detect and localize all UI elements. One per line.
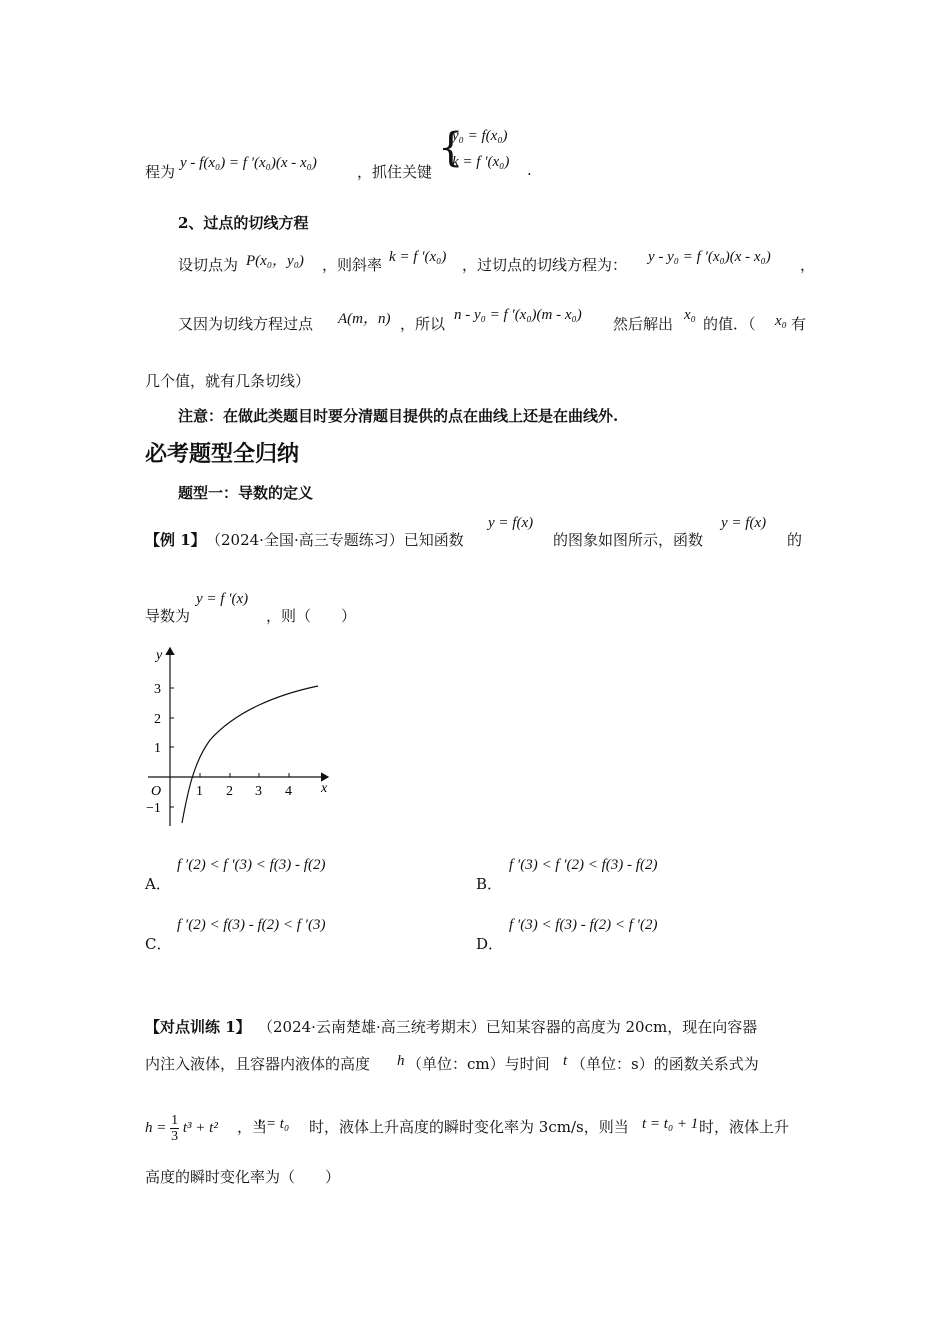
tangent-line-eq: y - y₀ = f ′(x₀)(x - x₀)	[648, 249, 771, 265]
system-brace: {	[438, 125, 464, 171]
example-line2-a: 导数为	[145, 607, 191, 625]
example-end: 的	[787, 531, 803, 549]
formula-lhs: h =	[145, 1119, 167, 1136]
formula-rest: t³ + t²	[182, 1119, 218, 1136]
para1-a: 设切点为	[178, 256, 239, 274]
para3: 几个值，就有几条切线）	[145, 372, 311, 390]
x-tick-label: 2	[226, 784, 233, 799]
frac-denominator: 3	[171, 1129, 179, 1144]
option-expr: f ′(2) < f ′(3) < f(3) - f(2)	[177, 857, 326, 873]
x-tick-label: 4	[285, 784, 292, 799]
training-line1: （2024·云南楚雄·高三统考期末）已知某容器的高度为 20cm，现在向容器	[258, 1018, 758, 1036]
x-tick-label: 1	[196, 784, 203, 799]
option-letter: B．	[476, 875, 503, 893]
para1-b: ，则斜率	[322, 256, 383, 274]
para1-c: ，过切点的切线方程为：	[462, 256, 628, 274]
condition-t0-plus-1: t = t₀ + 1	[642, 1116, 699, 1132]
condition-t0: t = t₀	[258, 1116, 290, 1132]
tangent-point: P(x₀，y₀)	[246, 253, 304, 269]
para2-b: ，所以	[400, 315, 446, 333]
x-tick-label: 3	[255, 784, 262, 799]
tangent-equation: y - f(x₀) = f ′(x₀)(x - x₀)	[180, 155, 317, 171]
training-line2-c: （单位：s）的函数关系式为	[571, 1055, 759, 1073]
function-f2: y = f(x)	[721, 515, 767, 531]
note: 注意：在做此类题目时要分清题目提供的点在曲线上还是在曲线外.	[178, 407, 619, 425]
example-source: （2024·全国·高三专题练习）已知函数	[206, 531, 464, 549]
y-tick-label: 1	[154, 741, 161, 756]
training-line3-c: 时，液体上升	[699, 1118, 790, 1136]
system-top: y₀ = f(x₀)	[452, 128, 508, 144]
training-label: 【对点训练 1】	[145, 1018, 251, 1036]
y-axis-label: y	[156, 648, 163, 663]
para2-e: 有	[791, 315, 807, 333]
y-tick-label: 2	[154, 712, 161, 727]
function-graph	[140, 640, 340, 830]
question-type-title: 题型一：导数的定义	[178, 484, 314, 502]
origin-label: O	[151, 784, 162, 799]
function-f1: y = f(x)	[488, 515, 534, 531]
var-x0: x₀	[684, 307, 696, 323]
y-tick-label: −1	[146, 801, 161, 816]
training-line3-b: 时，液体上升高度的瞬时变化率为 3cm/s，则当	[309, 1118, 629, 1136]
system-bottom: k = f ′(x₀)	[452, 154, 510, 170]
option-letter: C．	[145, 935, 172, 953]
para2-d: 的值．（	[703, 315, 756, 333]
para1-end: ，	[800, 256, 816, 274]
frac-numerator: 1	[171, 1113, 179, 1128]
training-line2-b: （单位：cm）与时间	[407, 1055, 550, 1073]
slope-expr: k = f ′(x₀)	[389, 249, 447, 265]
x-axis-label: x	[321, 781, 328, 796]
section-title: 2、过点的切线方程	[178, 214, 309, 232]
intro-end: .	[527, 161, 532, 179]
section-heading: 必考题型全归纳	[145, 442, 300, 467]
height-formula	[145, 1113, 218, 1144]
substituted-eq: n - y₀ = f ′(x₀)(m - x₀)	[454, 307, 582, 323]
fraction-one-third	[170, 1113, 179, 1144]
option-letter: D．	[476, 935, 504, 953]
option-expr: f ′(2) < f(3) - f(2) < f ′(3)	[177, 917, 326, 933]
para2-a: 又因为切线方程过点	[178, 315, 314, 333]
example-label: 【例 1】	[145, 531, 206, 549]
derivative-f3: y = f ′(x)	[196, 591, 249, 607]
example-mid: 的图象如图所示，函数	[553, 531, 704, 549]
function-curve	[182, 686, 318, 823]
y-tick-marks	[170, 688, 174, 807]
var-h: h	[397, 1053, 405, 1069]
option-expr: f ′(3) < f ′(2) < f(3) - f(2)	[509, 857, 658, 873]
option-expr: f ′(3) < f(3) - f(2) < f ′(2)	[509, 917, 658, 933]
var-x0-2: x₀	[775, 313, 787, 329]
option-letter: A．	[145, 875, 171, 893]
y-tick-label: 3	[154, 682, 161, 697]
para2-c: 然后解出	[613, 315, 674, 333]
point-a: A(m，n)	[338, 311, 391, 327]
training-line3-a: ，当	[237, 1118, 268, 1136]
intro-mid: ，抓住关键	[357, 163, 433, 181]
intro-prefix: 程为	[145, 163, 176, 181]
var-t: t	[563, 1053, 568, 1069]
training-line4: 高度的瞬时变化率为（ ）	[145, 1168, 341, 1186]
training-line2-a: 内注入液体，且容器内液体的高度	[145, 1055, 371, 1073]
example-line2-b: ，则（ ）	[266, 607, 357, 625]
